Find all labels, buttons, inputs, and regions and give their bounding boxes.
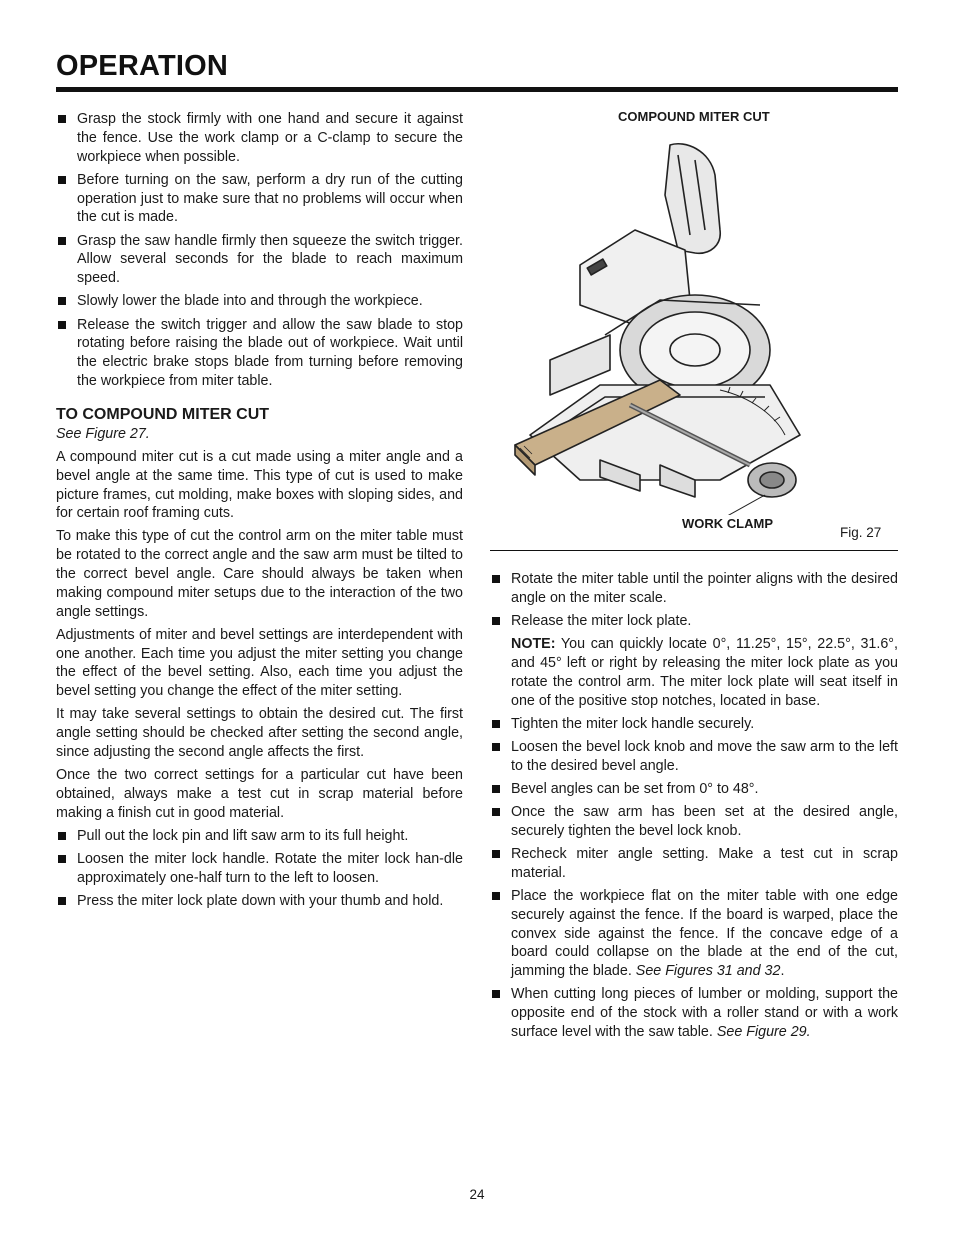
list-item bbox=[490, 887, 898, 981]
list-item-text: Place the workpiece flat on the miter table with one edge securely against the fence. If the board is warped, place the convex side against the fence. If the concave edge of a board could collapse on the blade at the end of the cut, jamming the blade. bbox=[511, 888, 898, 980]
figure-caption: COMPOUND MITER CUT bbox=[618, 109, 770, 124]
list-item-text: When cutting long pieces of lumber or molding, support the opposite end of the stock with a roller stand or with a work surface level with the saw table. bbox=[511, 986, 898, 1041]
figure-number: Fig. 27 bbox=[840, 525, 882, 540]
list-item: Slowly lower the blade into and through the workpiece. bbox=[56, 292, 463, 311]
list-item: Loosen the miter lock handle. Rotate the miter lock han-dle approximately one-half turn to the left to loosen. bbox=[56, 850, 463, 888]
list-item: Before turning on the saw, perform a dry run of the cutting operation just to make sure that no problems will occur when the cut is made. bbox=[56, 171, 463, 227]
figure-reference: See Figure 29. bbox=[716, 1024, 811, 1041]
list-item: Pull out the lock pin and lift saw arm to its full height. bbox=[56, 827, 463, 846]
list-item: Tighten the miter lock handle securely. bbox=[490, 715, 898, 734]
page-title: OPERATION bbox=[56, 50, 229, 82]
list-item bbox=[490, 985, 898, 1041]
right-column bbox=[490, 570, 898, 1046]
title-rule bbox=[56, 87, 898, 92]
list-item-end: . bbox=[780, 963, 785, 980]
section-heading: TO COMPOUND MITER CUT bbox=[56, 405, 270, 423]
paragraph: It may take several settings to obtain the desired cut. The first angle setting should be checked after setting the second angle, since adjusting the second angle affects the first. bbox=[56, 706, 463, 761]
list-item: Bevel angles can be set from 0° to 48°. bbox=[490, 780, 898, 799]
list-item: Once the saw arm has been set at the desired angle, securely tighten the bevel lock knob. bbox=[490, 803, 898, 841]
list-item: Grasp the stock firmly with one hand and secure it against the fence. Use the work clamp or a C-clamp to secure the workpiece when possible. bbox=[56, 110, 463, 166]
figure-callout: WORK CLAMP bbox=[682, 516, 773, 531]
list-item: Release the miter lock plate. bbox=[490, 612, 898, 631]
note bbox=[511, 635, 898, 710]
paragraph: Once the two correct settings for a particular cut have been obtained, always make a test cut in scrap material before making a finish cut in good material. bbox=[56, 767, 463, 821]
list-item: Loosen the bevel lock knob and move the saw arm to the left to the desired bevel angle. bbox=[490, 738, 898, 776]
list-item: Rotate the miter table until the pointer aligns with the desired angle on the miter scale. bbox=[490, 570, 898, 608]
miter-saw-illustration bbox=[510, 135, 810, 515]
list-item: Release the switch trigger and allow the saw blade to stop rotating before raising the blade out of workpiece. Wait until the electric brake stops blade from turning before removing the workpiece from miter table. bbox=[56, 316, 463, 391]
note-label: NOTE: bbox=[511, 636, 556, 653]
figure-rule bbox=[490, 550, 898, 551]
list-item: Press the miter lock plate down with your thumb and hold. bbox=[56, 892, 463, 911]
note-text: You can quickly locate 0°, 11.25°, 15°, 22.5°, 31.6°, and 45° left or right by releasing the miter lock plate as you rotate the control arm. The miter lock plate will seat itself in one of the positive stop notches, located in base. bbox=[511, 636, 898, 709]
left-column bbox=[56, 110, 463, 915]
figure-reference: See Figures 31 and 32 bbox=[635, 963, 781, 980]
list-item: Grasp the saw handle firmly then squeeze the switch trigger. Allow several seconds for the blade to reach maximum speed. bbox=[56, 232, 463, 288]
paragraph: To make this type of cut the control arm on the miter table must be rotated to the correct angle and the saw arm must be tilted to the correct bevel angle. Care should always be taken when making compound miter setups due to the interaction of the two angle settings. bbox=[56, 528, 463, 620]
list-item: Recheck miter angle setting. Make a test cut in scrap material. bbox=[490, 845, 898, 883]
page-number: 24 bbox=[469, 1187, 485, 1202]
paragraph: Adjustments of miter and bevel settings are interdependent with one another. Each time you adjust the miter setting you change the effect of the bevel setting. Also, each time you adjust the bevel setting you change the effect of the miter setting. bbox=[56, 626, 463, 700]
paragraph: A compound miter cut is a cut made using a miter angle and a bevel angle at the same time. This type of cut is used to make picture frames, cut molding, make boxes with sloping sides, and for certain roof framing cuts. bbox=[56, 448, 463, 522]
figure-reference: See Figure 27. bbox=[56, 425, 150, 442]
